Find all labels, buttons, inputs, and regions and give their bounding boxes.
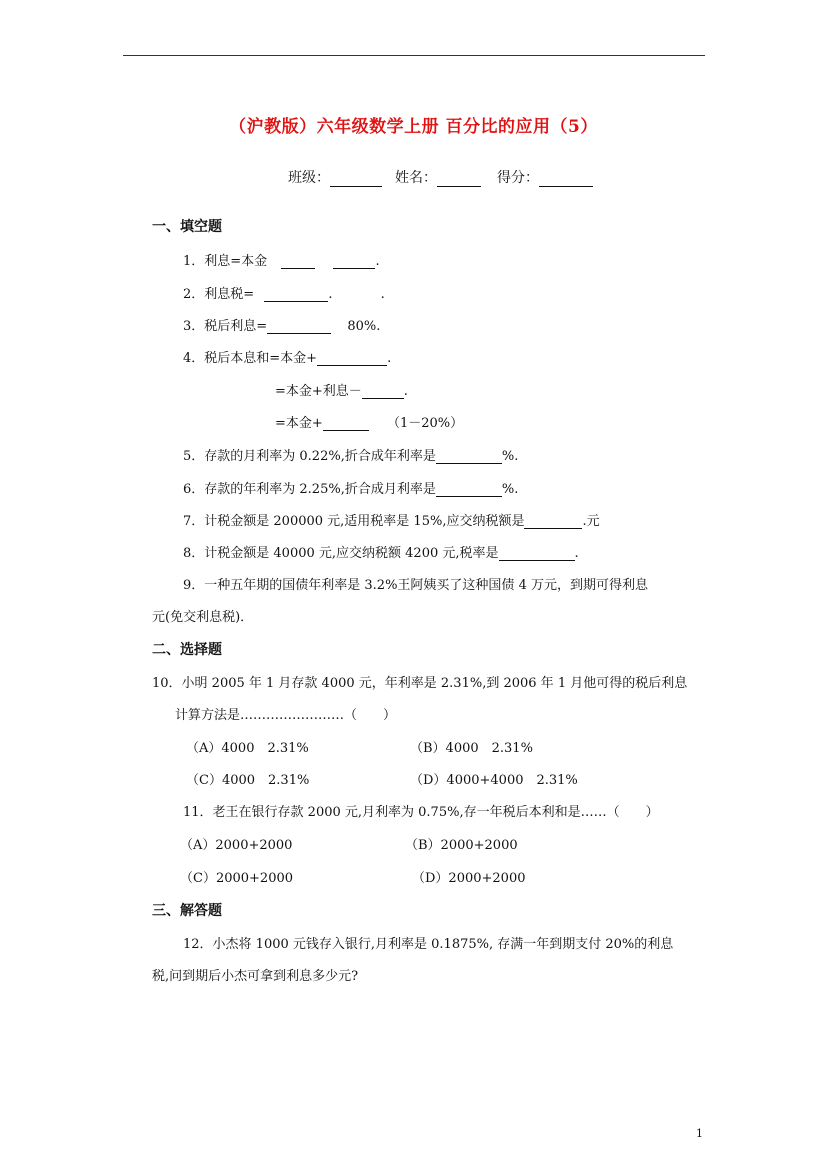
- question-5: [183, 445, 518, 464]
- name-blank[interactable]: [437, 172, 481, 187]
- name-field: [395, 167, 481, 187]
- question-6-text: 6．存款的年利率为 2.25%,折合成月利率是: [183, 482, 436, 497]
- question-10-option-c[interactable]: （C）4000 2.31%: [186, 773, 310, 788]
- question-4-line-2: =本金+利息－: [275, 384, 362, 399]
- question-3-text: 3．税后利息=: [183, 319, 268, 334]
- answer-blank[interactable]: [499, 547, 575, 561]
- question-8-text: 8．计税金额是 40000 元,应交纳税额 4200 元,税率是: [183, 546, 499, 561]
- question-4-c: [275, 412, 463, 431]
- percent-unit: %.: [501, 449, 519, 464]
- punctuation: .: [574, 546, 579, 561]
- score-blank[interactable]: [539, 172, 593, 187]
- question-9-line-2: 元(免交利息税)．: [152, 610, 254, 625]
- section-heading-fill-blank: 一、填空题: [152, 219, 222, 235]
- question-1-text: 1．利息=本金: [183, 254, 268, 269]
- question-1: [183, 250, 380, 269]
- punctuation: .: [328, 287, 333, 302]
- question-10-line-2: 计算方法是……………………（ ）: [175, 708, 397, 723]
- question-11-option-a[interactable]: （A）2000+2000: [180, 838, 293, 853]
- page-number: 1: [696, 1127, 703, 1140]
- answer-blank[interactable]: [524, 515, 582, 529]
- punctuation: .: [387, 351, 392, 366]
- answer-blank[interactable]: [333, 255, 375, 269]
- question-9-line-1: 9．一种五年期的国债年利率是 3.2%王阿姨买了这种国债 4 万元，到期可得利息: [183, 578, 648, 593]
- question-10-line-1: 10．小明 2005 年 1 月存款 4000 元，年利率是 2.31%,到 2006 年 1 月他可得的税后利息: [152, 676, 688, 691]
- answer-blank[interactable]: [281, 255, 315, 269]
- question-10-option-d[interactable]: （D）4000+4000 2.31%: [410, 773, 578, 788]
- section-heading-multiple-choice: 二、选择题: [152, 642, 222, 658]
- answer-blank[interactable]: [436, 450, 502, 464]
- class-blank[interactable]: [330, 172, 382, 187]
- question-7: [183, 510, 600, 529]
- question-12-line-2: 税,问到期后小杰可拿到利息多少元?: [152, 969, 359, 984]
- question-10-option-b[interactable]: （B）4000 2.31%: [410, 741, 533, 756]
- punctuation: .: [380, 287, 385, 302]
- question-4-b: [275, 380, 408, 399]
- question-11-option-c[interactable]: （C）2000+2000: [180, 871, 294, 886]
- question-2: [183, 283, 385, 302]
- answer-blank[interactable]: [362, 385, 404, 399]
- question-7-text: 7．计税金额是 200000 元,适用税率是 15%,应交纳税额是: [183, 514, 525, 529]
- question-12-line-1: 12．小杰将 1000 元钱存入银行,月利率是 0.1875%, 存满一年到期支付 20%的利息: [183, 937, 674, 952]
- question-11-option-d[interactable]: （D）2000+2000: [412, 871, 526, 886]
- question-10-option-a[interactable]: （A）4000 2.31%: [186, 741, 309, 756]
- score-label: 得分：: [497, 170, 539, 186]
- question-6: [183, 478, 518, 497]
- answer-blank[interactable]: [317, 352, 387, 366]
- question-3: [183, 315, 380, 334]
- answer-blank[interactable]: [436, 483, 502, 497]
- question-4-line-1: 4．税后本息和=本金+: [183, 351, 318, 366]
- class-field: [288, 167, 382, 187]
- question-8: [183, 542, 579, 561]
- answer-blank[interactable]: [267, 320, 331, 334]
- question-11: 11．老王在银行存款 2000 元,月利率为 0.75%,存一年税后本利和是……（ ）: [183, 805, 659, 820]
- question-4-factor: （1－20%）: [386, 416, 464, 431]
- punctuation: .: [403, 384, 408, 399]
- name-label: 姓名：: [395, 170, 437, 186]
- worksheet-title: （沪教版）六年级数学上册 百分比的应用（5）: [229, 117, 598, 137]
- question-2-text: 2．利息税=: [183, 287, 255, 302]
- question-11-option-b[interactable]: （B）2000+2000: [405, 838, 518, 853]
- answer-blank[interactable]: [264, 288, 328, 302]
- unit-yuan: .元: [582, 514, 600, 529]
- question-4-line-3: =本金+: [275, 416, 323, 431]
- question-3-rate: 80%.: [347, 319, 381, 334]
- score-field: [497, 167, 593, 187]
- section-heading-word-problems: 三、解答题: [152, 903, 222, 919]
- question-5-text: 5．存款的月利率为 0.22%,折合成年利率是: [183, 449, 436, 464]
- class-label: 班级：: [288, 170, 330, 186]
- header-rule: [123, 55, 705, 56]
- answer-blank[interactable]: [323, 417, 369, 431]
- percent-unit: %.: [501, 482, 519, 497]
- question-4: [183, 347, 391, 366]
- punctuation: .: [375, 254, 380, 269]
